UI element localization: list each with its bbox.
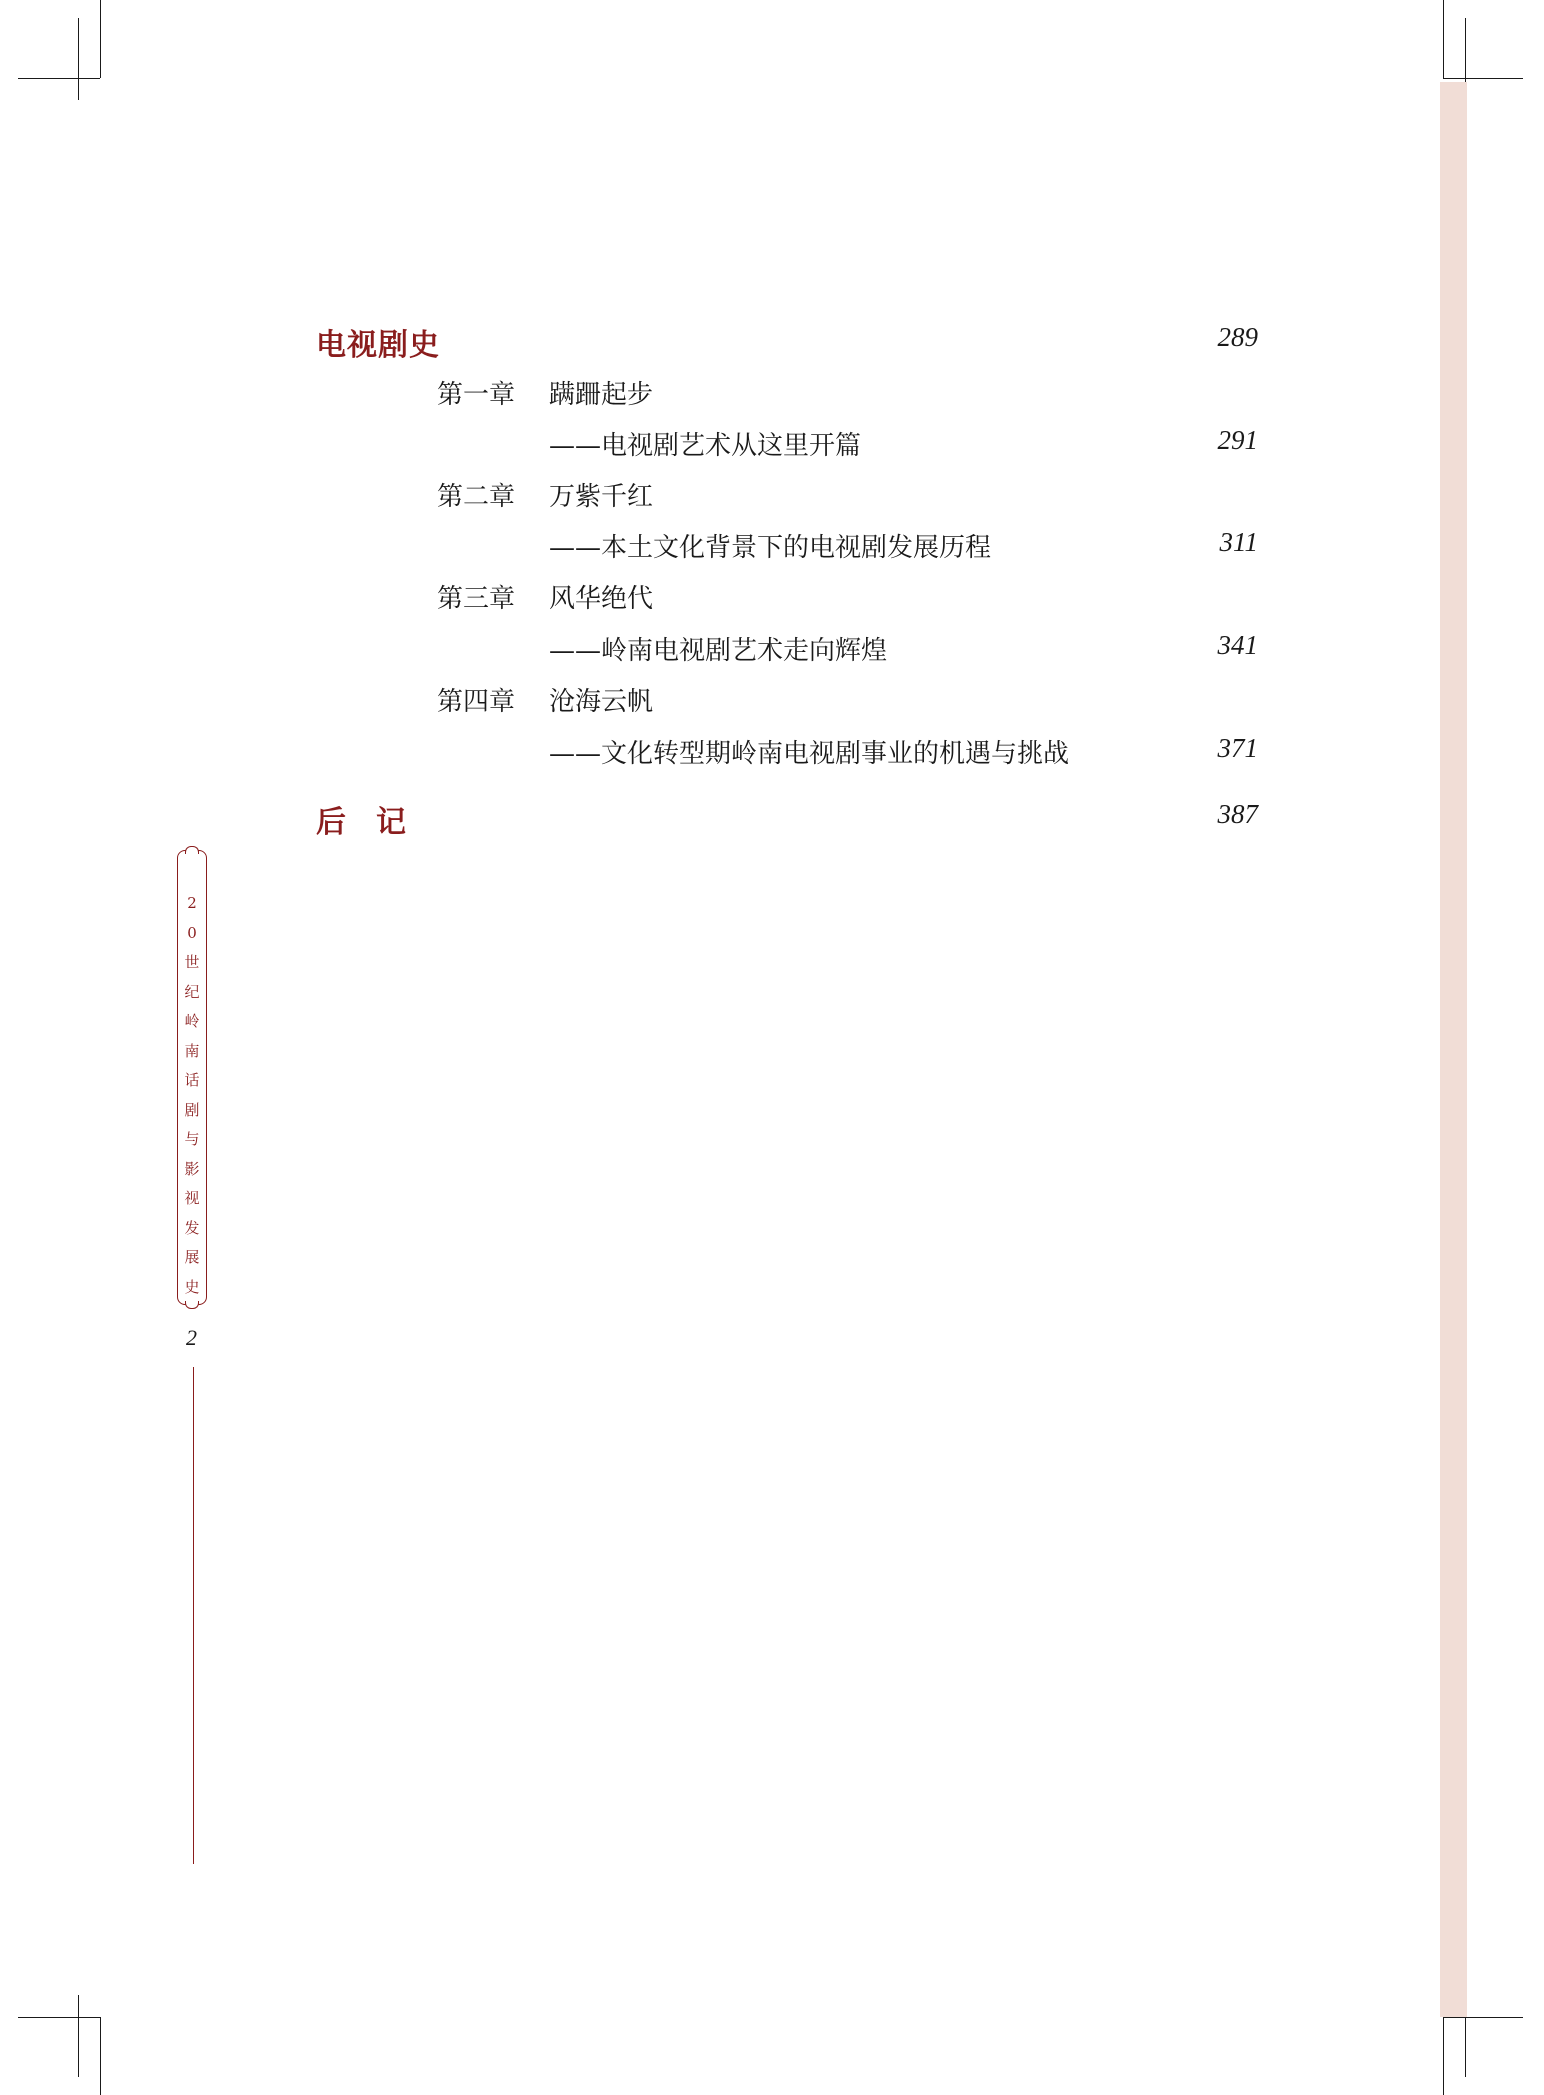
chapter-4-title[interactable]: 沧海云帆 <box>549 687 654 717</box>
chapter-2-subtitle[interactable]: ——本土文化背景下的电视剧发展历程 <box>549 533 992 563</box>
chapter-4-label[interactable]: 第四章 <box>437 687 516 717</box>
part-title-tv[interactable]: 电视剧史 <box>316 328 440 363</box>
chapter-3-subtitle[interactable]: ——岭南电视剧艺术走向辉煌 <box>549 636 888 666</box>
running-book-title <box>177 850 207 1305</box>
page-number-afterword: 387 <box>1217 799 1258 829</box>
book-title-char: 2 <box>187 894 197 912</box>
book-title-char: 影 <box>184 1159 200 1178</box>
folio-rule <box>193 1367 194 1864</box>
chapter-1-title[interactable]: 蹒跚起步 <box>549 380 654 410</box>
book-title-char: 展 <box>184 1248 200 1266</box>
book-title-char: 视 <box>184 1189 200 1207</box>
book-title-char: 岭 <box>184 1012 200 1030</box>
chapter-4-subtitle[interactable]: ——文化转型期岭南电视剧事业的机遇与挑战 <box>549 739 1070 769</box>
chapter-1-subtitle[interactable]: ——电视剧艺术从这里开篇 <box>549 431 862 461</box>
chapter-1-label[interactable]: 第一章 <box>437 380 516 410</box>
chapter-2-label[interactable]: 第二章 <box>437 482 516 512</box>
book-title-char: 剧 <box>184 1100 200 1119</box>
book-title-char: 纪 <box>184 982 200 1001</box>
book-title-char: 发 <box>184 1218 200 1237</box>
chapter-2-title[interactable]: 万紫千红 <box>549 482 654 512</box>
chapter-4-page: 371 <box>1217 733 1258 763</box>
label-cap-top <box>185 846 199 854</box>
chapter-3-title[interactable]: 风华绝代 <box>549 584 654 614</box>
chapter-2-page: 311 <box>1219 527 1258 557</box>
book-title-char: 世 <box>184 953 200 971</box>
book-title-char: 史 <box>184 1277 200 1296</box>
book-title-char: 南 <box>184 1041 200 1060</box>
chapter-1-page: 291 <box>1217 425 1258 455</box>
chapter-3-page: 341 <box>1217 630 1258 660</box>
book-title-char: 话 <box>184 1071 200 1089</box>
part-title-afterword[interactable]: 后记 <box>316 805 436 840</box>
page-number-tv: 289 <box>1217 322 1258 352</box>
folio-page-number: 2 <box>186 1325 197 1350</box>
book-title-char: 与 <box>184 1130 200 1148</box>
chapter-3-label[interactable]: 第三章 <box>437 584 516 614</box>
book-title-char: 0 <box>187 923 197 942</box>
